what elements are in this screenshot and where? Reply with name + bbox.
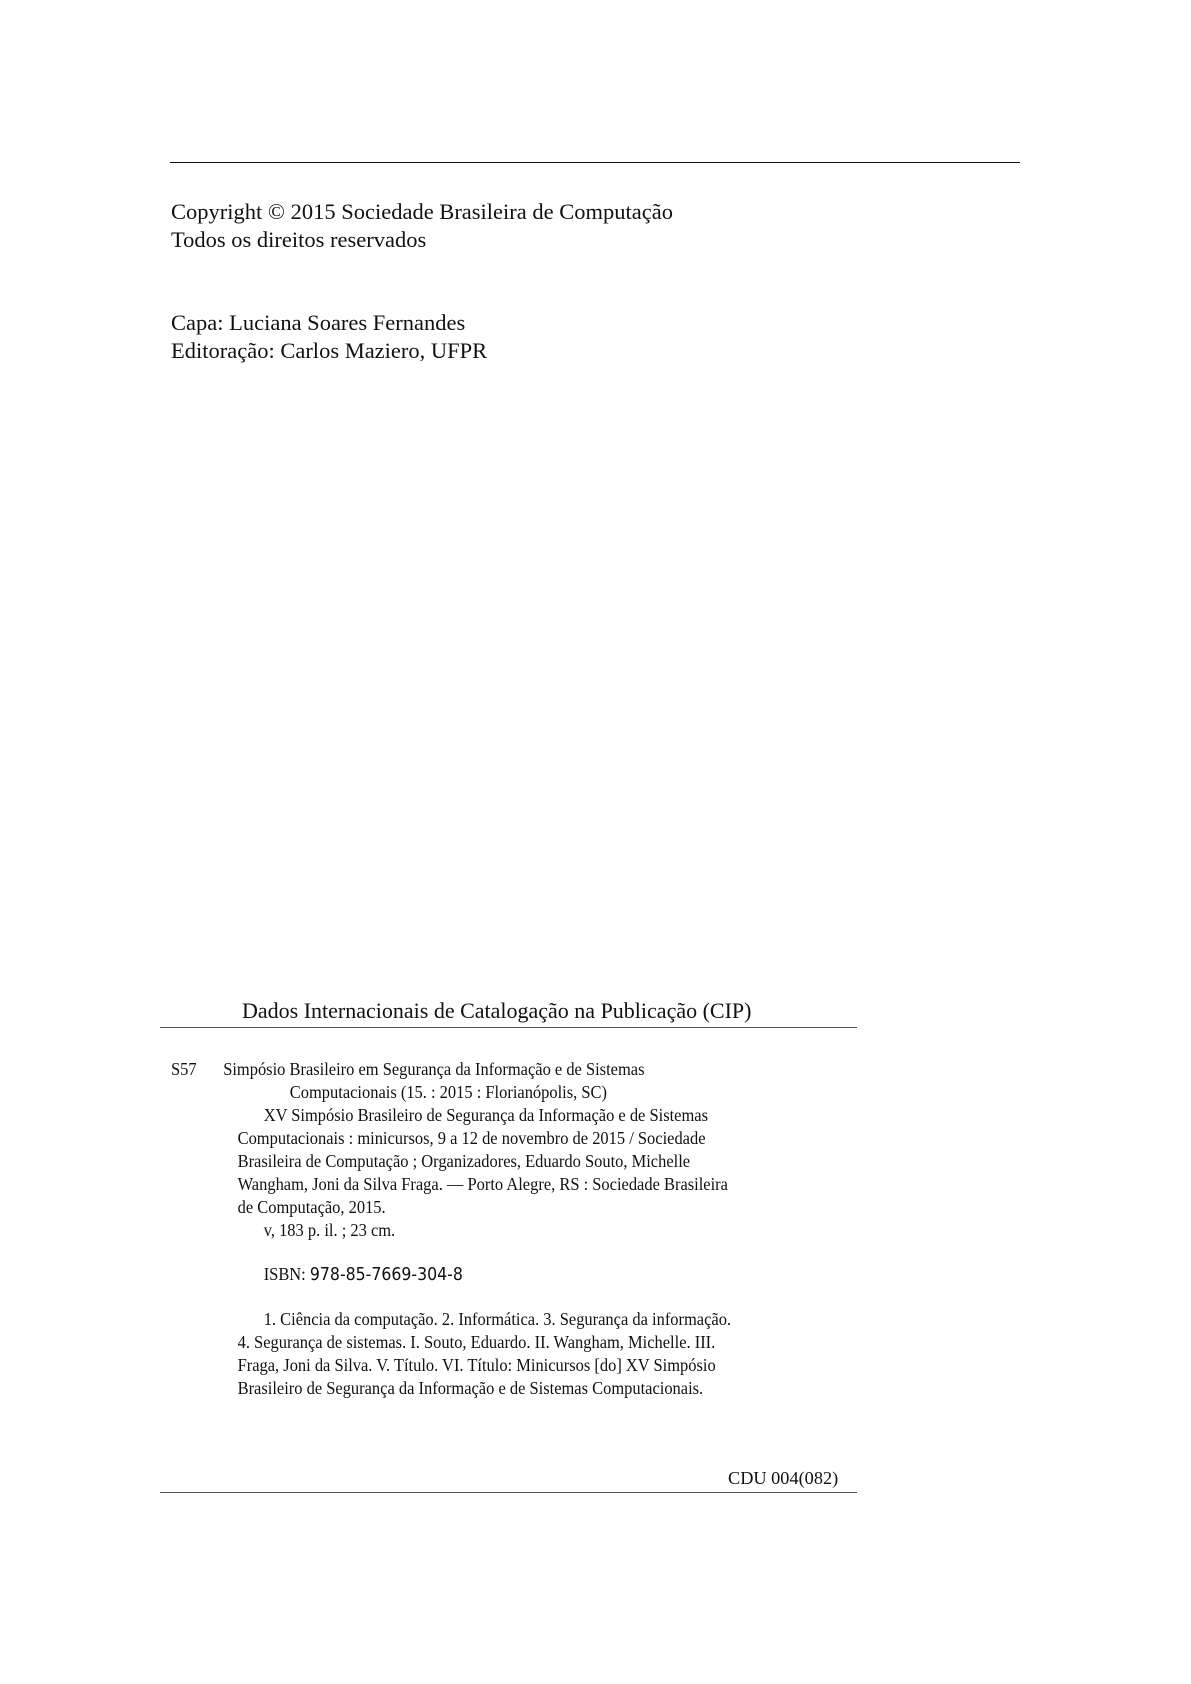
- subject-line: 4. Segurança de sistemas. I. Souto, Eduardo. II. Wangham, Michelle. III.: [237, 1332, 716, 1352]
- subject-line: Brasileiro de Segurança da Informação e de Sistemas Computacionais.: [237, 1378, 704, 1398]
- isbn-label: ISBN:: [263, 1264, 310, 1284]
- cip-title: Dados Internacionais de Catalogação na Publicação (CIP): [242, 998, 752, 1023]
- editing-credit: Editoração: Carlos Maziero, UFPR: [171, 338, 488, 363]
- entry-line: Wangham, Joni da Silva Fraga. — Porto Alegre, RS : Sociedade Brasileira: [237, 1174, 728, 1194]
- isbn-value: 978-85-7669-304-8: [309, 1265, 463, 1285]
- cip-top-rule: [160, 1027, 857, 1028]
- subject-line: 1. Ciência da computação. 2. Informática. 3. Segurança da informação.: [263, 1309, 732, 1329]
- entry-line: Computacionais (15. : 2015 : Florianópolis, SC): [289, 1082, 607, 1102]
- entry-line: Simpósio Brasileiro em Segurança da Informação e de Sistemas: [223, 1059, 645, 1079]
- entry-line: Brasileira de Computação ; Organizadores, Eduardo Souto, Michelle: [237, 1151, 691, 1171]
- copyright-line: Copyright © 2015 Sociedade Brasileira de Computação: [171, 199, 673, 224]
- entry-line: de Computação, 2015.: [237, 1197, 386, 1217]
- physical-description: v, 183 p. il. ; 23 cm.: [263, 1220, 396, 1240]
- credits-block: [171, 309, 487, 365]
- copyright-block: [171, 198, 673, 254]
- cdu-classification: CDU 004(082): [728, 1468, 839, 1488]
- subject-line: Fraga, Joni da Silva. V. Título. VI. Título: Minicursos [do] XV Simpósio: [237, 1355, 716, 1375]
- top-divider: [170, 162, 1020, 163]
- call-number: S57: [171, 1059, 197, 1079]
- isbn-line: [264, 1263, 463, 1287]
- cip-bottom-rule: [160, 1492, 857, 1493]
- rights-reserved-line: Todos os direitos reservados: [171, 227, 427, 252]
- cover-credit: Capa: Luciana Soares Fernandes: [171, 310, 466, 335]
- entry-line: Computacionais : minicursos, 9 a 12 de novembro de 2015 / Sociedade: [237, 1128, 706, 1148]
- entry-line: XV Simpósio Brasileiro de Segurança da Informação e de Sistemas: [263, 1105, 708, 1125]
